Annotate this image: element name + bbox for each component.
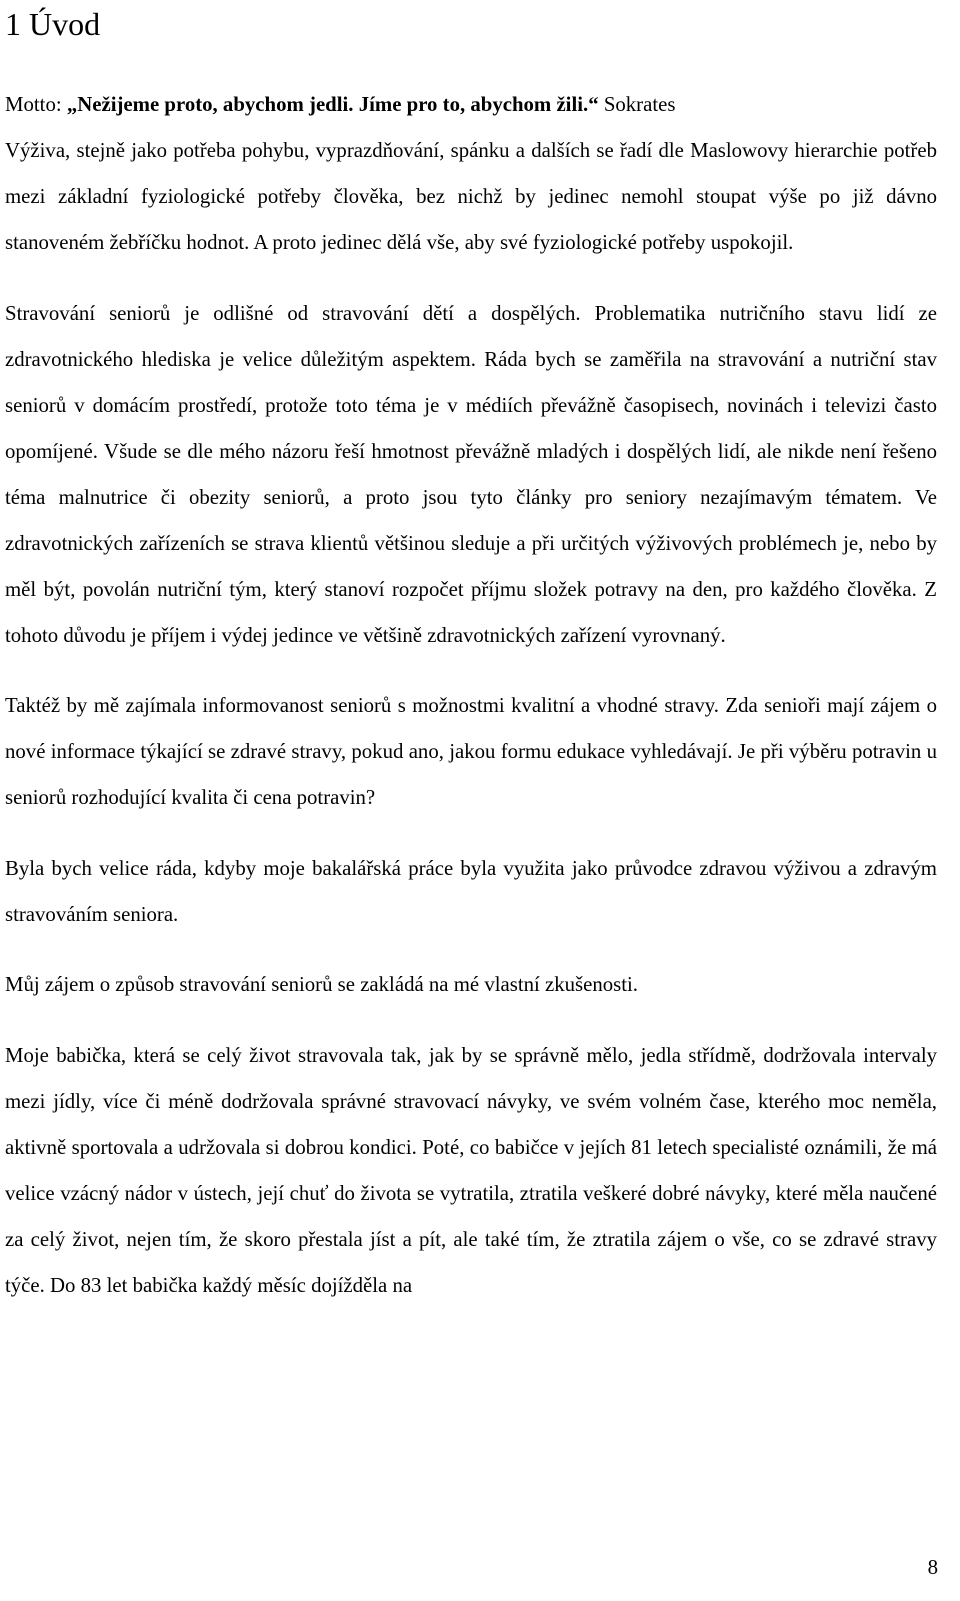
paragraph: Moje babička, která se celý život stravovala tak, jak by se správně mělo, jedla střídmě, dodržovala intervaly mezi jídly, více či méně dodržovala správné stravovací návyky, ve svém volném čase, kterého moc neměla, aktivně sportovala a udržovala si dobrou kondici. Poté, co babičce v jejích 81 letech specialisté oznámili, že má velice vzácný nádor v ústech, její chuť do života se vytratila, ztratila veškeré dobré návyky, které měla naučené za celý život, nejen tím, že skoro přestala jíst a pít, ale také tím, že ztratila zájem o vše, co se zdravé stravy týče. Do 83 let babička každý měsíc dojížděla na	[5, 1043, 937, 1297]
paragraph: Stravování seniorů je odlišné od stravování dětí a dospělých. Problematika nutričního stavu lidí ze zdravotnického hlediska je velice důležitým aspektem. Ráda bych se zaměřila na stravování a nutriční stav seniorů v domácím prostředí, protože toto téma je v médiích převážně časopisech, novinách i televizi často opomíjené. Všude se dle mého názoru řeší hmotnost převážně mladých i dospělých lidí, ale nikde není řešeno téma malnutrice či obezity seniorů, a proto jsou tyto články pro seniory nezajímavým tématem. Ve zdravotnických zařízeních se strava klientů většinou sleduje a při určitých výživových problémech je, nebo by měl být, povolán nutriční tým, který stanoví rozpočet příjmu složek potravy na den, pro každého člověka. Z tohoto důvodu je příjem i výdej jedince ve většině zdravotnických zařízení vyrovnaný.	[5, 301, 937, 647]
paragraph: Byla bych velice ráda, kdyby moje bakalářská práce byla využita jako průvodce zdravou výživou a zdravým stravováním seniora.	[5, 856, 937, 926]
paragraph: Taktéž by mě zajímala informovanost seniorů s možnostmi kvalitní a vhodné stravy. Zda senioři mají zájem o nové informace týkající se zdravé stravy, pokud ano, jakou formu edukace vyhledávají. Je při výběru potravin u seniorů rozhodující kvalita či cena potravin?	[5, 694, 937, 809]
motto-quote: „Nežijeme proto, abychom jedli. Jíme pro to, abychom žili.“	[66, 93, 599, 116]
document-page	[5, 0, 937, 1333]
motto	[5, 82, 937, 128]
motto-author: Sokrates	[598, 93, 676, 116]
motto-label: Motto:	[5, 93, 67, 116]
chapter-heading: 1 Úvod	[5, 6, 101, 42]
paragraph: Výživa, stejně jako potřeba pohybu, vyprazdňování, spánku a dalších se řadí dle Maslowovy hierarchie potřeb mezi základní fyziologické potřeby člověka, bez nichž by jedinec nemohl stoupat výše po již dávno stanoveném žebříčku hodnot. A proto jedinec dělá vše, aby své fyziologické potřeby uspokojil.	[5, 139, 937, 254]
paragraph: Můj zájem o způsob stravování seniorů se zakládá na mé vlastní zkušenosti.	[5, 973, 638, 996]
page-number: 8	[927, 1556, 938, 1579]
